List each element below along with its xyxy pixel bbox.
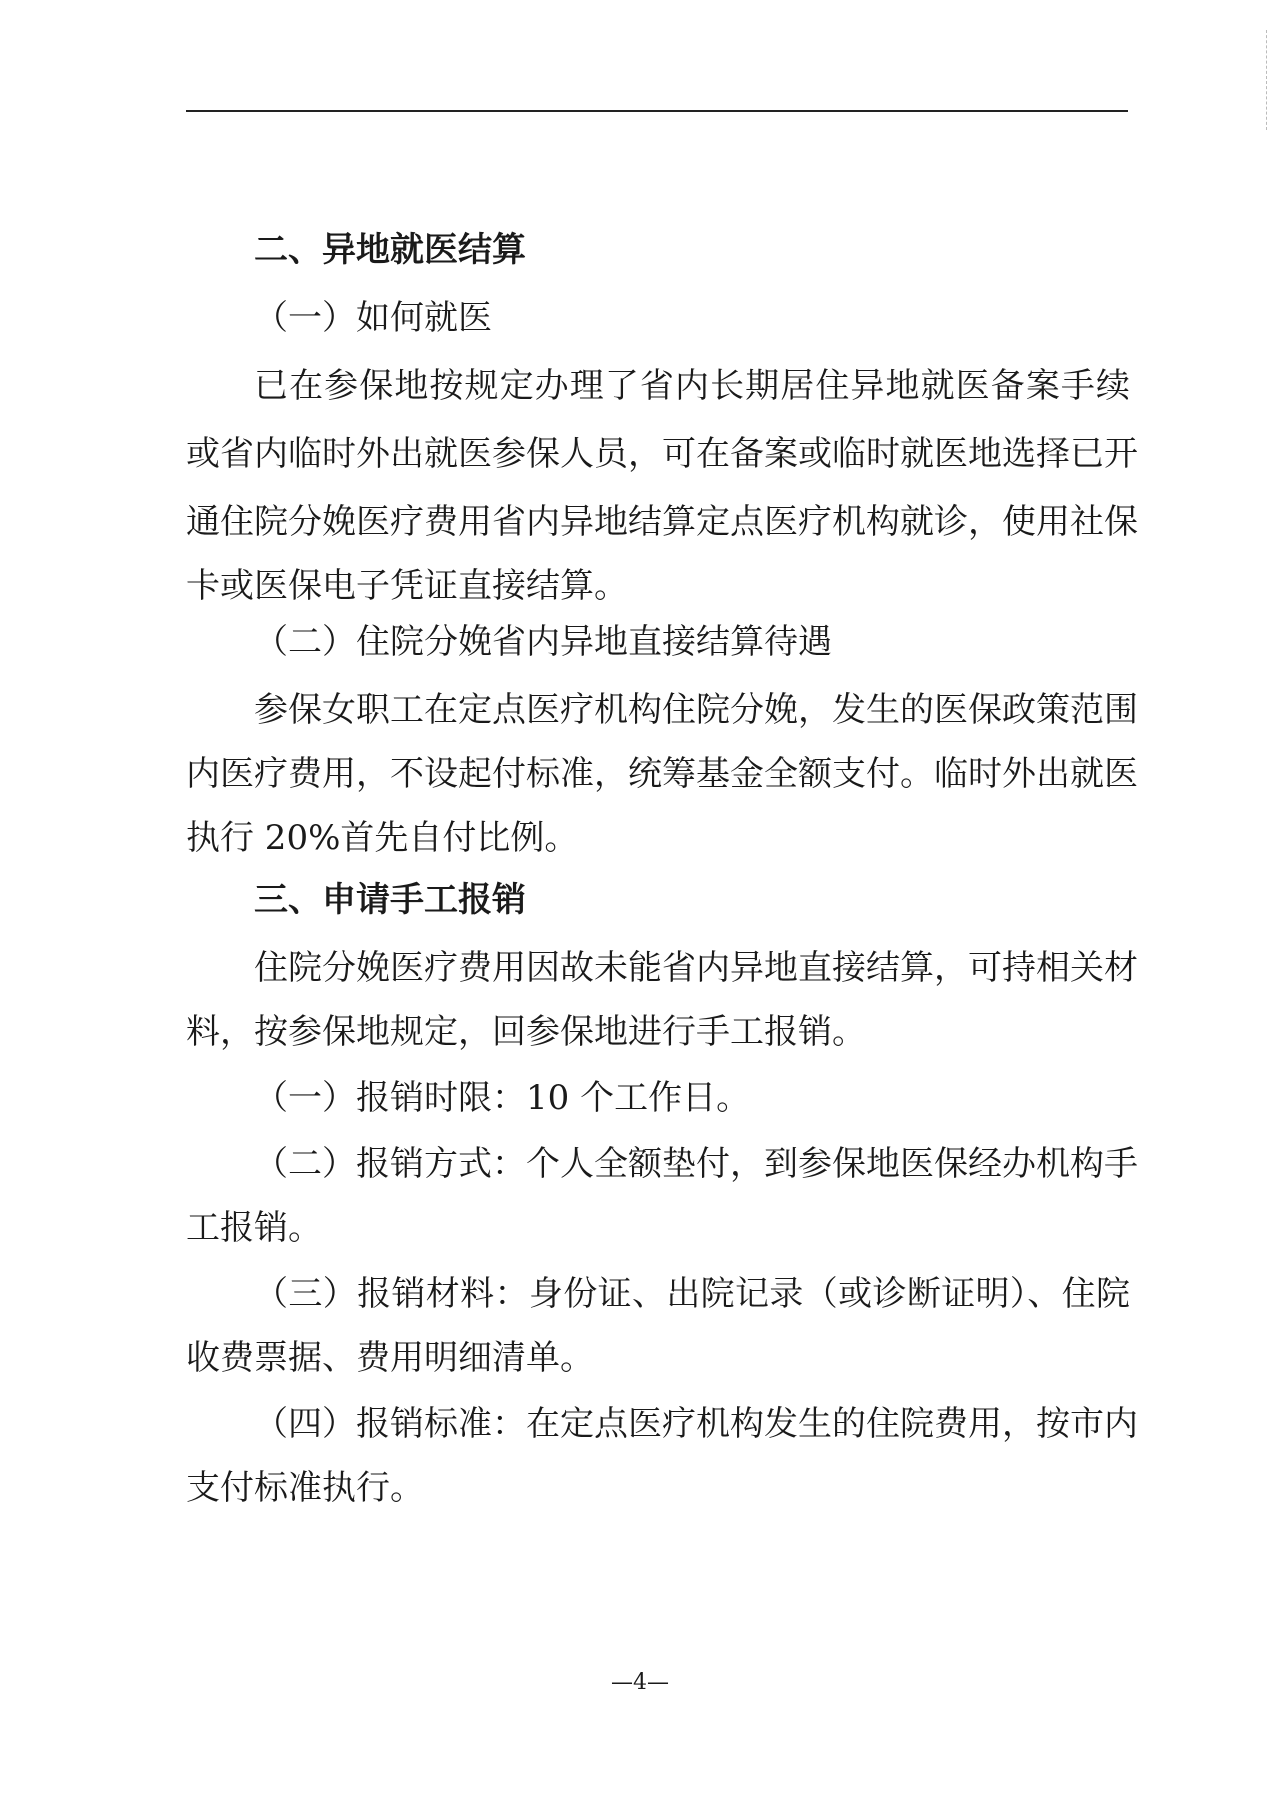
section-heading-2: 二、异地就医结算	[254, 230, 526, 270]
paragraph-line: （三）报销材料：身份证、出院记录（或诊断证明）、住院	[254, 1274, 1130, 1314]
paragraph-line: 支付标准执行。	[186, 1468, 424, 1508]
paragraph-line: （四）报销标准：在定点医疗机构发生的住院费用，按市内	[254, 1404, 1138, 1444]
paragraph-line: 参保女职工在定点医疗机构住院分娩，发生的医保政策范围	[254, 690, 1138, 730]
paragraph-line: 已在参保地按规定办理了省内长期居住异地就医备案手续	[254, 366, 1130, 406]
paragraph-line: 料，按参保地规定，回参保地进行手工报销。	[186, 1012, 866, 1052]
paragraph-line: （一）报销时限：10 个工作日。	[254, 1078, 751, 1118]
subheading-2-1: （一）如何就医	[254, 298, 492, 338]
paragraph-line: 内医疗费用，不设起付标准，统筹基金全额支付。临时外出就医	[186, 754, 1138, 794]
paragraph-line: 收费票据、费用明细清单。	[186, 1338, 594, 1378]
page-number: —4—	[611, 1670, 669, 1695]
paragraph-line: 卡或医保电子凭证直接结算。	[186, 566, 628, 606]
header-rule	[186, 110, 1128, 112]
page-edge-mark	[1266, 30, 1267, 130]
paragraph-line: 通住院分娩医疗费用省内异地结算定点医疗机构就诊，使用社保	[186, 502, 1138, 542]
paragraph-line: 或省内临时外出就医参保人员，可在备案或临时就医地选择已开	[186, 434, 1138, 474]
section-heading-3: 三、申请手工报销	[254, 880, 526, 920]
paragraph-line: （二）报销方式：个人全额垫付，到参保地医保经办机构手	[254, 1144, 1138, 1184]
paragraph-line: 执行 20%首先自付比例。	[186, 818, 579, 858]
subheading-2-2: （二）住院分娩省内异地直接结算待遇	[254, 622, 832, 662]
paragraph-line: 住院分娩医疗费用因故未能省内异地直接结算，可持相关材	[254, 948, 1138, 988]
paragraph-line: 工报销。	[186, 1208, 322, 1248]
